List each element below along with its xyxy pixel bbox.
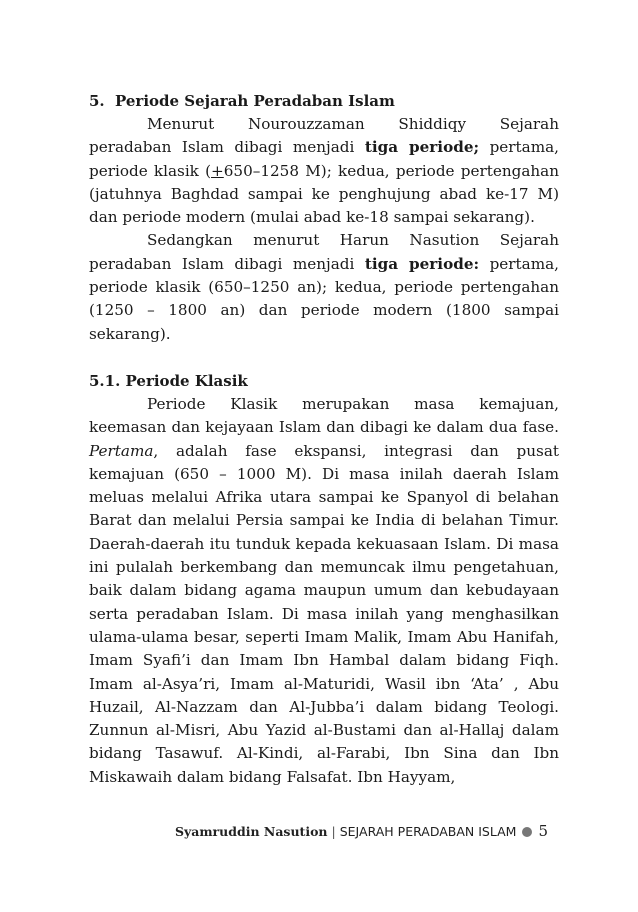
paragraph-nourouzzaman [89,113,559,229]
paragraph-harun-nasution [89,229,559,345]
paragraph-text: Menurut Nourouzzaman Shiddiqy Sejarah peradaban Islam dibagi menjadi [89,115,559,157]
page-footer [0,822,638,840]
footer-book-title: SEJARAH PERADABAN ISLAM [339,824,517,839]
italic-phrase: Pertama [89,441,154,460]
page-body [89,90,559,789]
paragraph-text: 650–1258 M); kedua, periode pertengahan (jatuhnya Baghdad sampai ke penghujung abad ke-17 M) dan periode modern (mulai abad ke-18 sampai sekarang). [89,161,559,227]
paragraph-periode-klasik [89,393,559,789]
bold-phrase: tiga periode; [364,138,480,157]
footer-author: Syamruddin Nasution [174,824,328,839]
paragraph-text: Periode Klasik merupakan masa kemajuan, keemasan dan kejayaan Islam dan dibagi ke dalam dua fase. [89,394,559,437]
page-number: 5 [538,822,548,840]
paragraph-text: Sedangkan menurut Harun Nasution Sejarah peradaban Islam dibagi menjadi [89,231,559,273]
paragraph-text: , adalah fase ekspansi, integrasi dan pusat kemajuan (650 – 1000 M). Di masa inilah daerah Islam meluas melalui Afrika utara sampai ke Spanyol di belahan Barat dan melalui Persia sampai ke India di belahan Timur. Daerah-daerah itu tunduk kepada kekuasaan Islam. Di masa ini pulalah berkembang dan memuncak ilmu pengetahuan, baik dalam bidang agama maupun umum dan kebudayaan serta peradaban Islam. Di masa inilah yang menghasilkan ulama-ulama besar, seperti Imam Malik, Imam Abu Hanifah, Imam Syafi’i dan Imam Ibn Hambal dalam bidang Fiqh. Imam al-Asya’ri, Imam al-Maturidi, Wasil ibn ‘Ata’ , Abu Huzail, Al-Nazzam dan Al-Jubba’i dalam bidang Teologi. Zunnun al-Misri, Abu Yazid al-Bustami dan al-Hallaj dalam bidang Tasawuf. Al-Kindi, al-Farabi, Ibn Sina dan Ibn Miskawaih dalam bidang Falsafat. Ibn Hayyam, [89,441,559,786]
bullet-dot-icon [522,827,532,837]
footer-separator: | [331,824,336,839]
paragraph-text: pertama, periode klasik ( [89,138,559,180]
section-5-heading [89,90,559,113]
bold-phrase: tiga periode: [364,254,480,273]
section-5-1-heading: 5.1. Periode Klasik [89,371,248,390]
section-gap [89,346,559,370]
section-5-title: Periode Sejarah Peradaban Islam [115,92,395,110]
paragraph-text: pertama, periode klasik (650–1250 an); kedua, periode pertengahan (1250 – 1800 an) dan periode modern (1800 sampai sekarang). [89,254,559,343]
approx-sign: + [211,161,224,180]
section-5-number: 5. [89,92,105,110]
